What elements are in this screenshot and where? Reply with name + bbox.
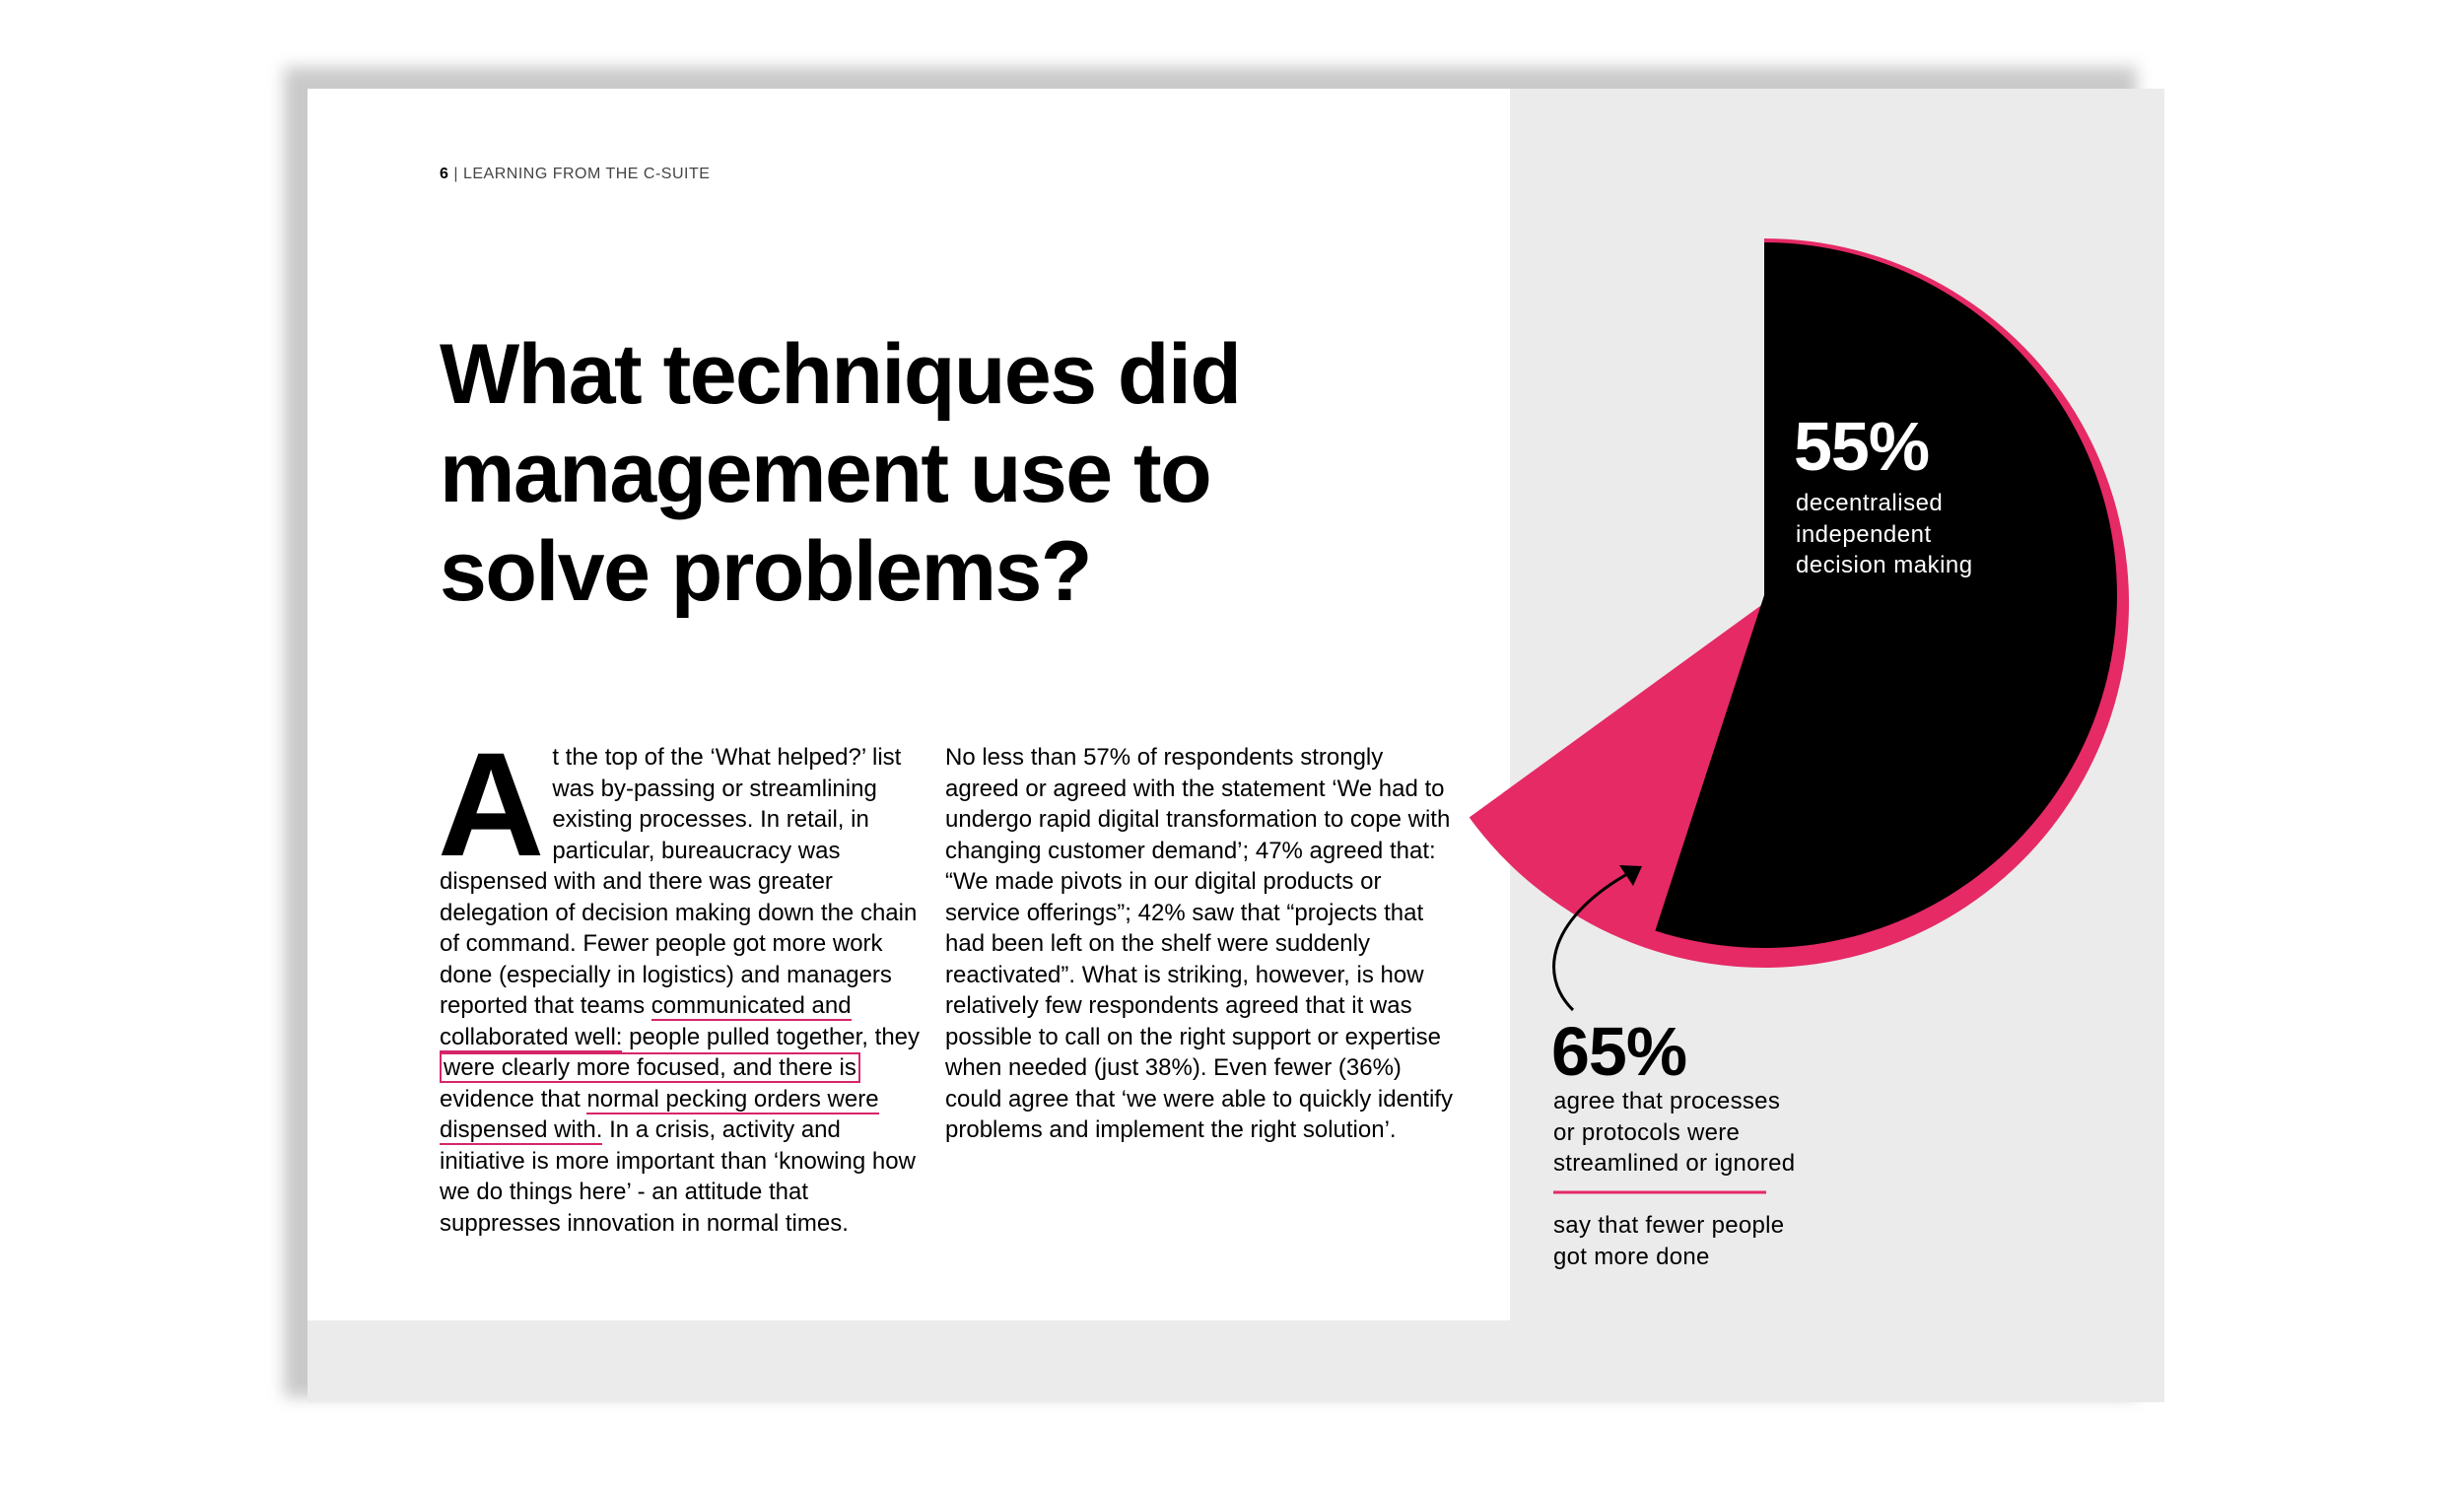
section-title: LEARNING FROM THE C-SUITE bbox=[462, 166, 711, 182]
body-column-2: No less than 57% of respondents strongly agreed or agreed with the statement ‘We had to undergo rapid digital transformation to cope with changing customer demand’; 47% agreed that: “We made pivots in our digital products or service offerings”; 42% saw that “projects that had been left on the shelf were suddenly reactivated”. What is striking, however, is how relatively few respondents agreed that it was possible to call on the right support or expertise when needed (just 38%). Even fewer (36%) could agree that ‘we were able to quickly identify problems and implement the right solution’. bbox=[945, 744, 1453, 1143]
page-title: What techniques did management use to solve problems? bbox=[440, 327, 1241, 619]
stat-55-value: 55% bbox=[1794, 408, 1930, 485]
stat-65-sublabel: say that fewer people got more done bbox=[1553, 1212, 1785, 1270]
stat-65-label: agree that processes or protocols were streamlined or ignored bbox=[1553, 1088, 1796, 1177]
pie-slice-55 bbox=[1655, 242, 2117, 948]
highlight-box: were clearly more focused, and there is bbox=[440, 1052, 860, 1083]
body-column-1: At the top of the ‘What helped?’ list was by-passing or streamlining existing processes. In retail, in particular, bureaucracy was dispensed with and there was greater delegation of decision making down the chain of command. Fewer people got more work done (especially in logistics) and managers reported that teams communicated and collaborated well: people pulled together, they were clearly more focused, and there is evidence that normal pecking orders were dispensed with. In a crisis, activity and initiative is more important than ‘knowing how we do things here’ - an attitude that suppresses innovation in normal times. bbox=[438, 721, 921, 1237]
stat-55-label: decentralised independent decision making bbox=[1796, 490, 1973, 578]
page-number: 6 bbox=[440, 166, 449, 182]
highlight-underline: communicated and collaborated well: bbox=[440, 992, 852, 1050]
highlight-underline-2: normal pecking orders were dispensed with. bbox=[440, 1085, 879, 1143]
stat-65-value: 65% bbox=[1551, 1013, 1687, 1090]
running-header: 6 | LEARNING FROM THE C-SUITE bbox=[440, 166, 711, 182]
drop-cap: A bbox=[438, 721, 545, 887]
